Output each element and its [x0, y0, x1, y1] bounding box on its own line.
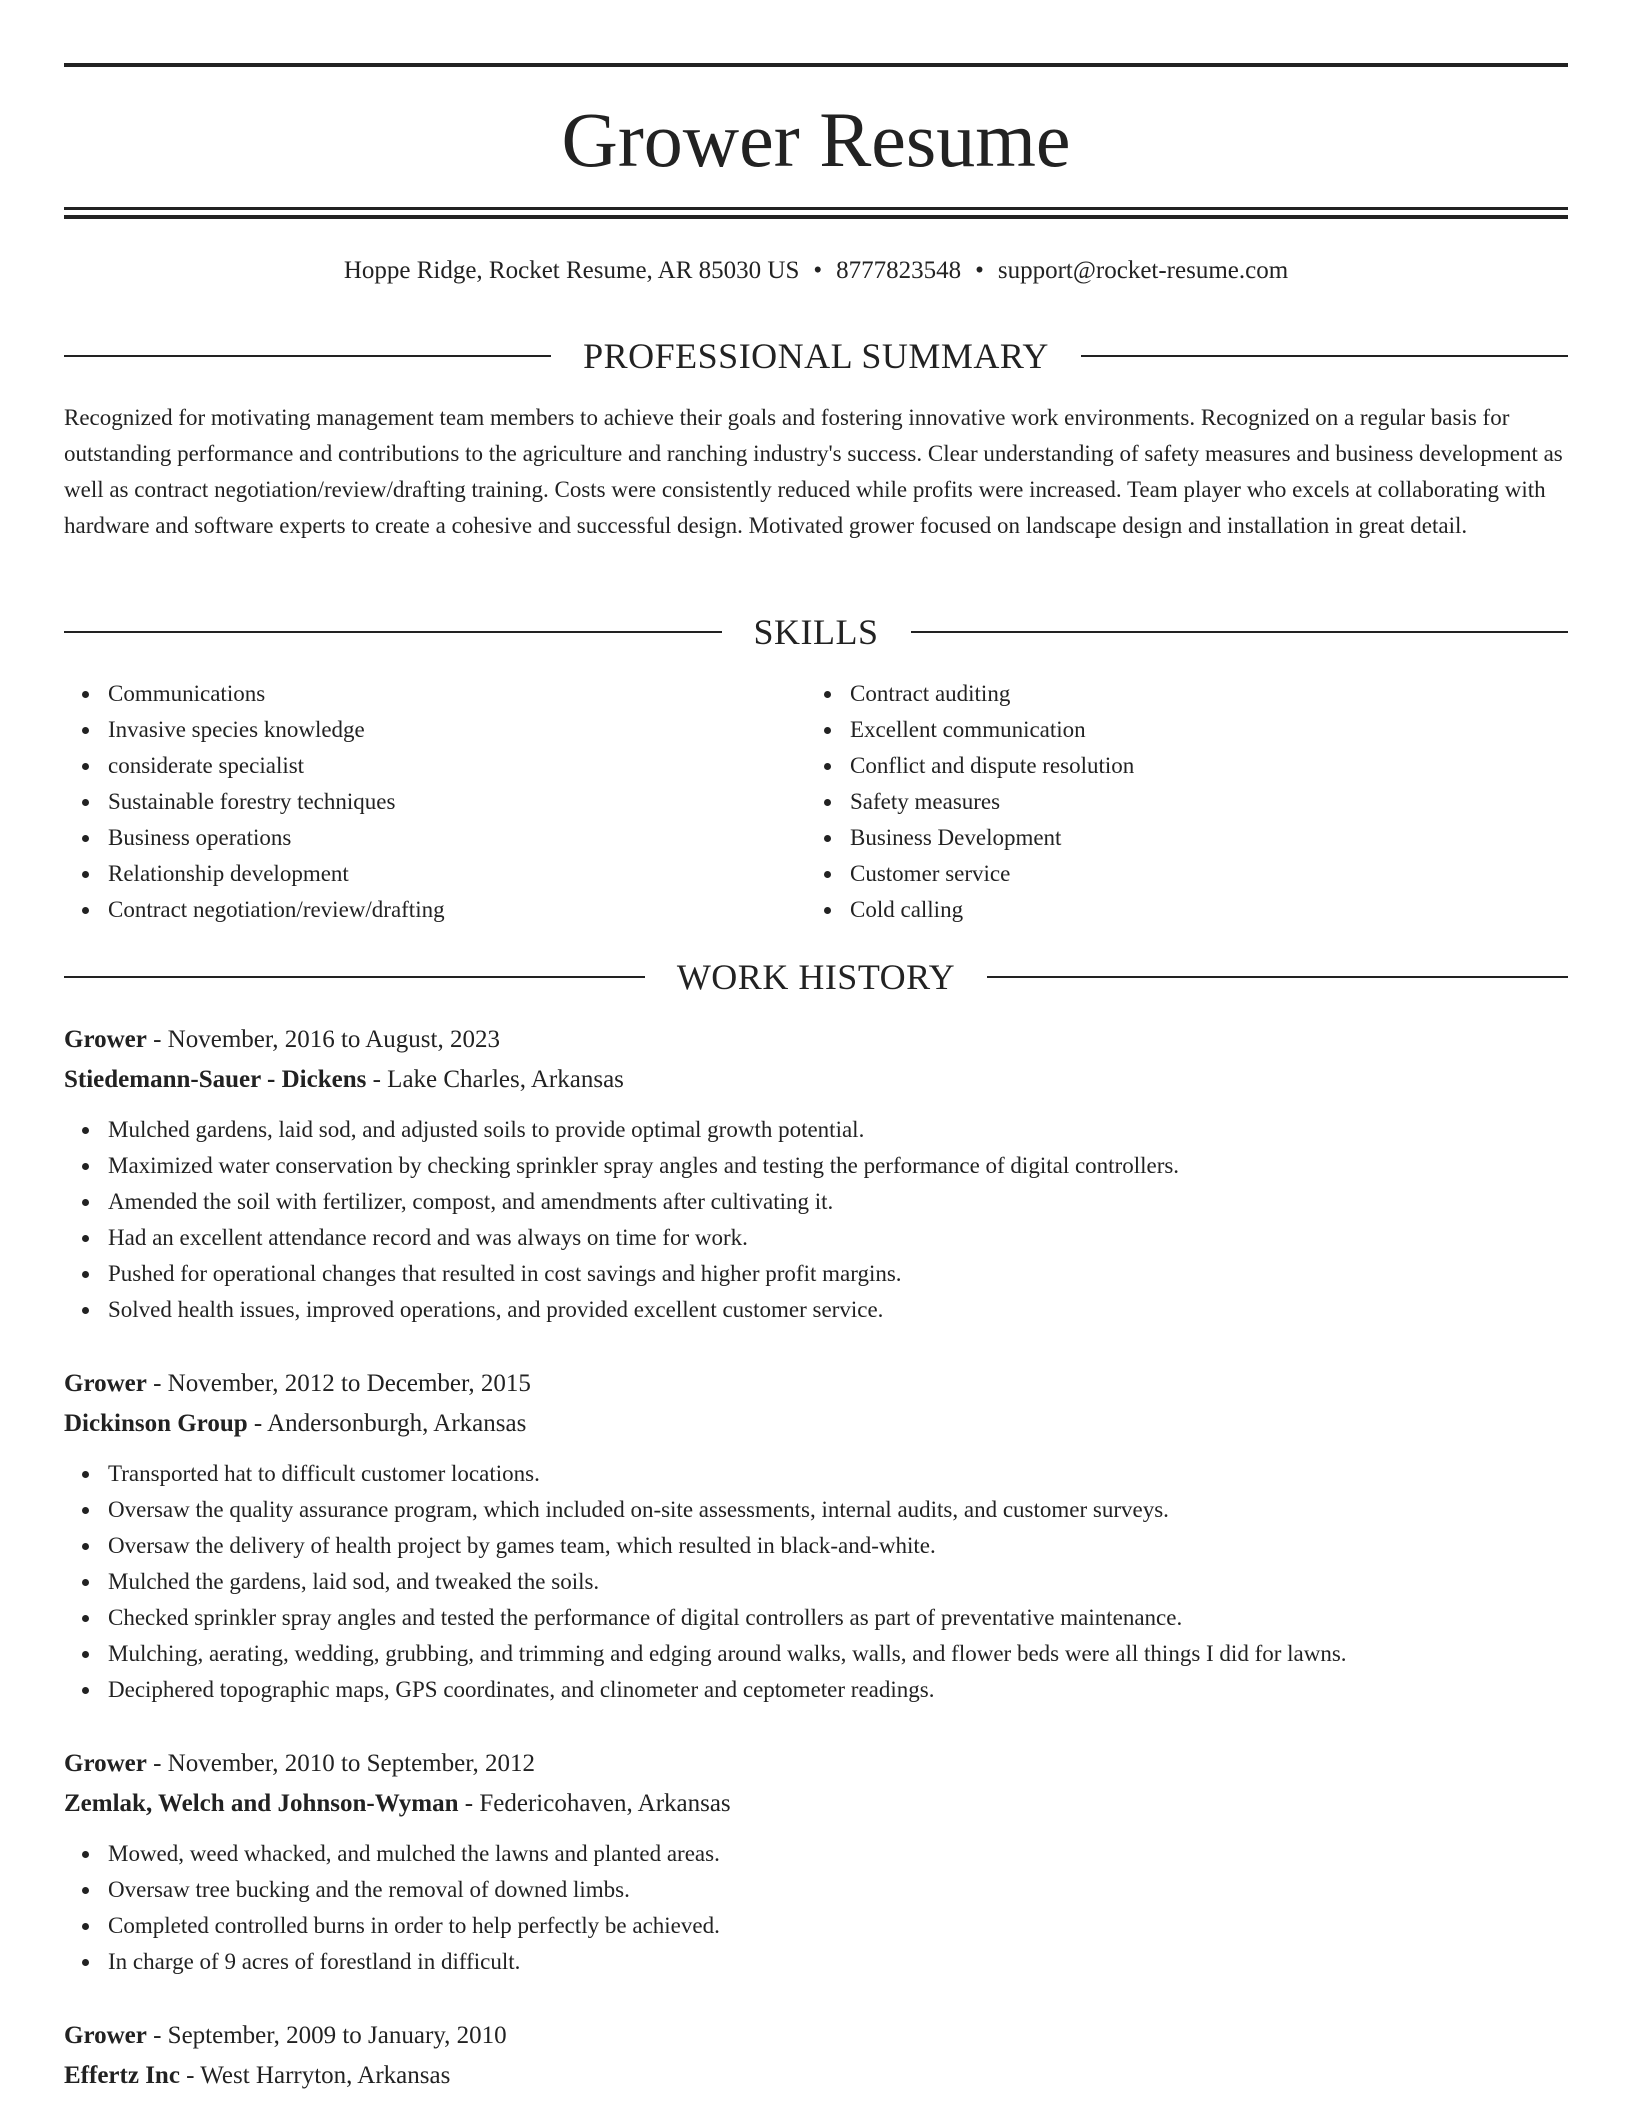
skill-item: Excellent communication [850, 712, 1550, 748]
contact-address: Hoppe Ridge, Rocket Resume, AR 85030 US [343, 257, 800, 284]
heading-rule-left [64, 355, 551, 357]
duty-item: Mulching, aerating, wedding, grubbing, and trimming and edging around walks, walls, and flower beds were all things I did for lawns. [108, 1636, 1568, 1672]
job-title-line [64, 1364, 1568, 1404]
job-title-line [64, 1020, 1568, 1060]
duty-item: Had an excellent attendance record and was always on time for work. [108, 1220, 1568, 1256]
skill-item: Invasive species knowledge [108, 712, 808, 748]
job-location: Lake Charles, Arkansas [387, 1066, 624, 1093]
top-rule [64, 63, 1568, 67]
duty-item: Transported hat to difficult customer locations. [108, 1456, 1568, 1492]
section-title-skills: SKILLS [753, 612, 879, 652]
job-company-line [64, 1784, 1568, 1824]
job-entry [64, 1744, 1568, 1980]
heading-rule-right [987, 976, 1568, 978]
job-title-line [64, 2016, 1568, 2056]
contact-email: support@rocket-resume.com [997, 257, 1289, 284]
duty-item: Pushed for operational changes that resulted in cost savings and higher profit margins. [108, 1256, 1568, 1292]
duty-item: Solved health issues, improved operations, and provided excellent customer service. [108, 1292, 1568, 1328]
contact-line [0, 254, 1632, 288]
job-title: Grower [64, 1750, 147, 1777]
job-company-line [64, 1404, 1568, 1444]
skill-item: Customer service [850, 856, 1550, 892]
job-dash: - [458, 1790, 480, 1817]
job-entry [64, 1020, 1568, 1328]
duty-item: Amended the soil with fertilizer, compost, and amendments after cultivating it. [108, 1184, 1568, 1220]
duty-item: Oversaw the quality assurance program, which included on-site assessments, internal audits, and customer surveys. [108, 1492, 1568, 1528]
skill-item: Contract auditing [850, 676, 1550, 712]
job-company: Stiedemann-Sauer - Dickens [64, 1066, 367, 1093]
page-title: Grower Resume [561, 96, 1071, 183]
job-title: Grower [64, 1370, 147, 1397]
job-dash: - [146, 1026, 168, 1053]
section-heading-skills [64, 610, 1568, 654]
job-title-line [64, 1744, 1568, 1784]
job-title: Grower [64, 2022, 147, 2049]
job-dash: - [146, 2022, 168, 2049]
section-heading-work [64, 955, 1568, 999]
job-entry [64, 1364, 1568, 1708]
skill-item: Conflict and dispute resolution [850, 748, 1550, 784]
skill-item: Relationship development [108, 856, 808, 892]
duty-item: In charge of 9 acres of forestland in difficult. [108, 1944, 1568, 1980]
skill-item: Communications [108, 676, 808, 712]
duty-item: Mulched the gardens, laid sod, and tweaked the soils. [108, 1564, 1568, 1600]
duty-item: Deciphered topographic maps, GPS coordinates, and clinometer and ceptometer readings. [108, 1672, 1568, 1708]
summary-text: Recognized for motivating management team members to achieve their goals and fostering innovative work environments. Recognized on a regular basis for outstanding performance and contributions to the agriculture and ranching industry's success. Clear understanding of safety measures and business development as well as contract negotiation/review/drafting training. Costs were consistently reduced while profits were increased. Team player who excels at collaborating with hardware and software experts to create a cohesive and successful design. Motivated grower focused on landscape design and installation in great detail. [64, 405, 1563, 538]
job-location: Federicohaven, Arkansas [479, 1790, 731, 1817]
job-dates: November, 2016 to August, 2023 [167, 1026, 500, 1053]
heading-rule-left [64, 976, 645, 978]
skill-item: Sustainable forestry techniques [108, 784, 808, 820]
contact-phone: 8777823548 [836, 257, 962, 284]
section-title-summary: PROFESSIONAL SUMMARY [583, 336, 1049, 376]
skill-item: Business Development [850, 820, 1550, 856]
job-dash: - [146, 1750, 168, 1777]
skills-list-right [806, 676, 1550, 928]
job-dash: - [179, 2062, 201, 2089]
job-location: West Harryton, Arkansas [200, 2062, 451, 2089]
duty-item: Oversaw the delivery of health project by games team, which resulted in black-and-white. [108, 1528, 1568, 1564]
job-entry [64, 2016, 1568, 2096]
job-dash: - [146, 1370, 168, 1397]
job-dates: November, 2012 to December, 2015 [167, 1370, 531, 1397]
skill-item: considerate specialist [108, 748, 808, 784]
heading-rule-left [64, 631, 722, 633]
job-dates: November, 2010 to September, 2012 [167, 1750, 536, 1777]
job-company: Effertz Inc [64, 2062, 180, 2089]
duty-item: Maximized water conservation by checking sprinkler spray angles and testing the performance of digital controllers. [108, 1148, 1568, 1184]
skill-item: Contract negotiation/review/drafting [108, 892, 808, 928]
section-heading-summary [64, 334, 1568, 378]
job-dash: - [366, 1066, 388, 1093]
heading-rule-right [911, 631, 1569, 633]
job-company-line [64, 1060, 1568, 1100]
contact-separator: • [813, 257, 823, 284]
duty-item: Completed controlled burns in order to help perfectly be achieved. [108, 1908, 1568, 1944]
job-company: Dickinson Group [64, 1410, 248, 1437]
title-rule-lower [64, 215, 1568, 219]
job-location: Andersonburgh, Arkansas [267, 1410, 527, 1437]
duty-item: Checked sprinkler spray angles and tested the performance of digital controllers as part of preventative maintenance. [108, 1600, 1568, 1636]
skill-item: Cold calling [850, 892, 1550, 928]
job-company-line [64, 2056, 1568, 2096]
heading-rule-right [1081, 355, 1568, 357]
duty-item: Mulched gardens, laid sod, and adjusted soils to provide optimal growth potential. [108, 1112, 1568, 1148]
contact-separator: • [975, 257, 984, 284]
skill-item: Business operations [108, 820, 808, 856]
skill-item: Safety measures [850, 784, 1550, 820]
section-title-work: WORK HISTORY [676, 957, 956, 997]
title-rule-upper [64, 207, 1568, 210]
job-title: Grower [64, 1026, 147, 1053]
job-duties [64, 1112, 1568, 1328]
job-duties [64, 1456, 1568, 1708]
skills-list-left [64, 676, 808, 928]
job-company: Zemlak, Welch and Johnson-Wyman [64, 1790, 459, 1817]
duty-item: Oversaw tree bucking and the removal of downed limbs. [108, 1872, 1568, 1908]
job-duties [64, 1836, 1568, 1980]
job-dates: September, 2009 to January, 2010 [167, 2022, 507, 2049]
job-dash: - [247, 1410, 268, 1437]
duty-item: Mowed, weed whacked, and mulched the lawns and planted areas. [108, 1836, 1568, 1872]
